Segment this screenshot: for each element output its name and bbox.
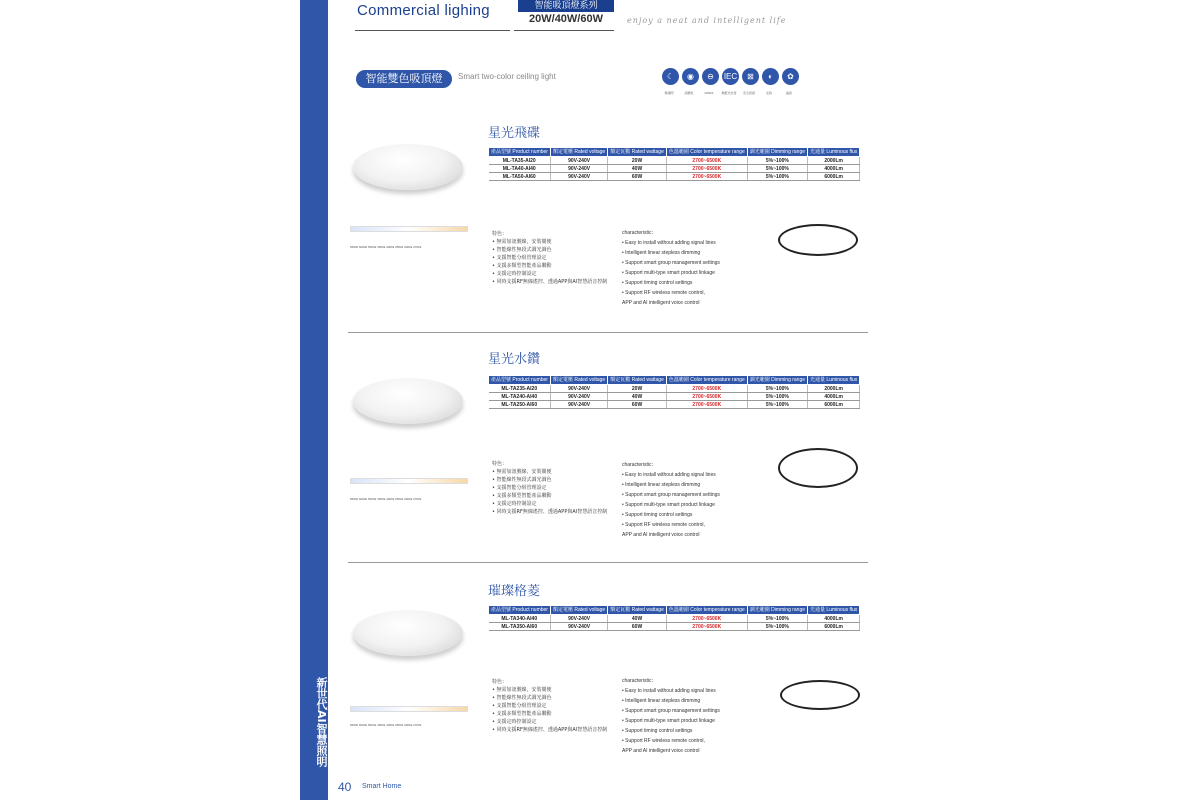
spec-table [488, 605, 860, 631]
th-lumens: 光通量 Luminous flux [808, 606, 860, 615]
cell: 5%~100% [747, 165, 807, 173]
features-zh [492, 460, 610, 516]
spec-table [488, 147, 860, 181]
note-line: • 同時支援RF無線遙控、透過APP與AI智慧語音控制 [492, 509, 608, 515]
cell: 2700~6500K [666, 401, 747, 409]
note-line: • 支援多類型智能產品聯動 [492, 711, 552, 717]
cct-scale: 6500k 6000k 5000k 4500k 4000k 3500k 3000k 2700k [350, 245, 422, 249]
wattage-label: 20W/40W/60W [529, 13, 603, 25]
cell: 90V-240V [550, 385, 607, 393]
remote-icon: ✿ [782, 68, 799, 85]
cell: 60W [608, 623, 667, 631]
cell: 2000Lm [808, 385, 860, 393]
th-wattage: 額定瓦數 Rated wattage [608, 148, 667, 157]
cell: 2700~6500K [666, 623, 747, 631]
th-lumens: 光通量 Luminous flux [808, 148, 860, 157]
safety-icon: ⊠ [742, 68, 759, 85]
cell: ML-TA350-AI60 [489, 623, 551, 631]
table-row [489, 173, 860, 181]
slogan: enjoy a neat and intelligent life [627, 16, 787, 25]
cell: 90V-240V [550, 401, 607, 409]
cell: 2700~6500K [666, 615, 747, 623]
feature-captions [660, 91, 798, 95]
iec-icon: IEC [722, 68, 739, 85]
lamp-photo [353, 610, 463, 656]
feature-icons [662, 68, 799, 85]
cell: 90V-240V [550, 623, 607, 631]
cct-scale: 6500k 6000k 5000k 4500k 4000k 3500k 3000k 2700k [350, 497, 422, 501]
cell: 40W [608, 393, 667, 401]
product-block [348, 348, 870, 558]
note-line: • 支援多類型智能產品聯動 [492, 493, 552, 499]
char-line: • Support multi-type smart product linkage [622, 718, 715, 724]
char-line: • Support smart group management settings [622, 492, 720, 498]
char-line: • Easy to install without adding signal lines [622, 472, 716, 478]
cell: 4000Lm [808, 393, 860, 401]
feature-caption: 安全認證 [742, 91, 755, 95]
section-subtitle: Smart two-color ceiling light [458, 72, 556, 81]
note-line: • 智能線性無段式調光調色 [492, 247, 552, 253]
feature-caption: 高顯色 [684, 91, 694, 95]
char-line: APP and AI intelligent voice control [622, 300, 700, 306]
cell: 6000Lm [808, 623, 860, 631]
char-line: • Support RF wireless remote control, [622, 738, 705, 744]
char-line: APP and AI intelligent voice control [622, 748, 700, 754]
note-line: • 支援定時控制設定 [492, 271, 537, 277]
table-row [489, 157, 860, 165]
catalog-page [300, 0, 900, 800]
flicker-free-icon: ☾ [662, 68, 679, 85]
th-wattage: 額定瓦數 Rated wattage [608, 376, 667, 385]
product-block [348, 122, 870, 332]
features-zh [492, 678, 610, 734]
spec-table [488, 375, 860, 409]
char-line: • Support RF wireless remote control, [622, 290, 705, 296]
char-line: • Intelligent linear stepless dimming [622, 698, 701, 704]
dimension-drawing [780, 680, 860, 710]
feature-caption: ROHS [704, 91, 714, 95]
cct-gradient-bar [350, 478, 468, 484]
cell: 5%~100% [747, 615, 807, 623]
feature-caption: 遙控 [785, 91, 792, 95]
brand-title: Commercial lighing [357, 2, 490, 19]
th-dimming: 調光範圍 Dimming range [747, 606, 807, 615]
note-line: • 智能線性無段式調光調色 [492, 695, 552, 701]
feature-caption: 無藍光危害 [721, 91, 737, 95]
th-lumens: 光通量 Luminous flux [808, 376, 860, 385]
section-divider [348, 562, 868, 563]
th-color-temp: 色溫範圍 Color temperature range [666, 376, 747, 385]
cell: 4000Lm [808, 165, 860, 173]
cell: 2700~6500K [666, 393, 747, 401]
th-product: 產品型號 Product number [489, 606, 551, 615]
note-line: • 支援智能分組管理設定 [492, 255, 547, 261]
brand-underline [355, 30, 510, 31]
table-row [489, 615, 860, 623]
lamp-photo [353, 378, 463, 424]
note-line: • 支援定時控制設定 [492, 719, 537, 725]
th-dimming: 調光範圍 Dimming range [747, 376, 807, 385]
cell: 90V-240V [550, 157, 607, 165]
char-line: • Support RF wireless remote control, [622, 522, 705, 528]
char-line: • Support smart group management settings [622, 708, 720, 714]
cell: 2700~6500K [666, 385, 747, 393]
cct-gradient-bar [350, 706, 468, 712]
feature-caption: 定時 [765, 91, 772, 95]
product-name: 星光水鑽 [488, 352, 541, 367]
char-line: • Support smart group management settings [622, 260, 720, 266]
note-line: • 支援定時控制設定 [492, 501, 537, 507]
cct-gradient-bar [350, 226, 468, 232]
char-line: • Support timing control settings [622, 728, 693, 734]
char-line: • Support multi-type smart product linkage [622, 270, 715, 276]
cell: 90V-240V [550, 393, 607, 401]
characteristics-en [622, 676, 762, 756]
cell: 60W [608, 401, 667, 409]
cell: ML-TA340-AI40 [489, 615, 551, 623]
cell: 5%~100% [747, 173, 807, 181]
characteristics-en [622, 460, 762, 540]
cell: 5%~100% [747, 401, 807, 409]
th-dimming: 調光範圍 Dimming range [747, 148, 807, 157]
cell: 90V-240V [550, 173, 607, 181]
cell: 5%~100% [747, 157, 807, 165]
characteristics-en [622, 228, 762, 308]
cell: 60W [608, 173, 667, 181]
cell: ML-TA240-AI40 [489, 393, 551, 401]
note-line: • 智能線性無段式調光調色 [492, 477, 552, 483]
cell: 20W [608, 385, 667, 393]
product-name: 璀璨格菱 [488, 584, 541, 599]
dimension-drawing [778, 224, 858, 256]
char-line: characteristic： [622, 462, 657, 468]
table-row [489, 385, 860, 393]
table-row [489, 401, 860, 409]
cell: ML-TA40-AI40 [489, 165, 551, 173]
cell: 2700~6500K [666, 165, 747, 173]
note-line: • 支援智能分組管理設定 [492, 485, 547, 491]
th-color-temp: 色溫範圍 Color temperature range [666, 606, 747, 615]
cell: ML-TA250-AI60 [489, 401, 551, 409]
features-zh [492, 230, 610, 286]
dimension-drawing [778, 448, 858, 488]
rohs-icon: ⊖ [702, 68, 719, 85]
char-line: • Support multi-type smart product linkage [622, 502, 715, 508]
th-voltage: 額定電壓 Rated voltage [550, 606, 607, 615]
char-line: • Easy to install without adding signal lines [622, 240, 716, 246]
table-row [489, 393, 860, 401]
section-title: 智能雙色吸頂燈 [356, 70, 452, 88]
char-line: APP and AI intelligent voice control [622, 532, 700, 538]
cell: 2000Lm [808, 157, 860, 165]
timer-icon: ◐ [762, 68, 779, 85]
note-line: • 無需加訊號線，安裝簡便 [492, 239, 552, 245]
note-line: 特色： [492, 231, 508, 237]
cell: 20W [608, 157, 667, 165]
note-line: 特色： [492, 461, 508, 467]
product-name: 星光飛碟 [488, 126, 541, 141]
note-line: • 無需加訊號線，安裝簡便 [492, 687, 552, 693]
cell: 6000Lm [808, 173, 860, 181]
cell: 40W [608, 615, 667, 623]
cell: 2700~6500K [666, 173, 747, 181]
note-line: • 支援智能分組管理設定 [492, 703, 547, 709]
th-color-temp: 色溫範圍 Color temperature range [666, 148, 747, 157]
char-line: characteristic： [622, 678, 657, 684]
page-number: 40 [338, 780, 352, 794]
high-cri-icon: ◉ [682, 68, 699, 85]
cell: 4000Lm [808, 615, 860, 623]
th-product: 產品型號 Product number [489, 376, 551, 385]
cell: 5%~100% [747, 393, 807, 401]
char-line: characteristic： [622, 230, 657, 236]
th-product: 產品型號 Product number [489, 148, 551, 157]
cell: ML-TA235-AI20 [489, 385, 551, 393]
sidebar [300, 0, 328, 800]
cell: 5%~100% [747, 385, 807, 393]
lamp-photo [353, 144, 463, 190]
cell: 90V-240V [550, 165, 607, 173]
char-line: • Support timing control settings [622, 512, 693, 518]
cell: 90V-240V [550, 615, 607, 623]
product-block [348, 580, 870, 770]
char-line: • Intelligent linear stepless dimming [622, 250, 701, 256]
note-line: • 同時支援RF無線遙控、透過APP與AI智慧語音控制 [492, 279, 608, 285]
footer-label: Smart Home [362, 783, 402, 790]
char-line: • Intelligent linear stepless dimming [622, 482, 701, 488]
table-row [489, 165, 860, 173]
th-wattage: 額定瓦數 Rated wattage [608, 606, 667, 615]
cct-scale: 6500k 6000k 5000k 4500k 4000k 3500k 3000k 2700k [350, 723, 422, 727]
cell: 2700~6500K [666, 157, 747, 165]
wattage-underline [514, 30, 614, 31]
note-line: • 同時支援RF無線遙控、透過APP與AI智慧語音控制 [492, 727, 608, 733]
note-line: 特色： [492, 679, 508, 685]
table-row [489, 623, 860, 631]
cell: ML-TA50-AI60 [489, 173, 551, 181]
cell: 6000Lm [808, 401, 860, 409]
note-line: • 無需加訊號線，安裝簡便 [492, 469, 552, 475]
note-line: • 支援多類型智能產品聯動 [492, 263, 552, 269]
sidebar-title: 新世代AI智慧照明 [315, 677, 328, 767]
feature-caption: 無頻閃 [664, 91, 674, 95]
series-label: 智能吸頂燈系列 [518, 0, 614, 12]
th-voltage: 額定電壓 Rated voltage [550, 376, 607, 385]
th-voltage: 額定電壓 Rated voltage [550, 148, 607, 157]
char-line: • Support timing control settings [622, 280, 693, 286]
section-divider [348, 332, 868, 333]
cell: 5%~100% [747, 623, 807, 631]
char-line: • Easy to install without adding signal lines [622, 688, 716, 694]
cell: 40W [608, 165, 667, 173]
cell: ML-TA35-AI20 [489, 157, 551, 165]
